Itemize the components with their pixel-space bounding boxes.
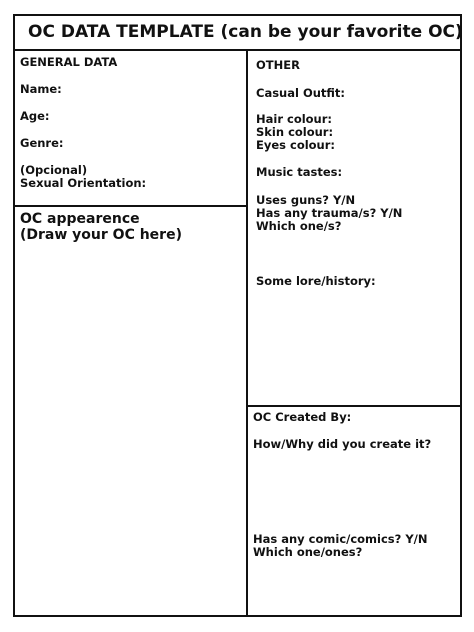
which-comics-label: Which one/ones?	[253, 545, 363, 559]
genre-label: Genre:	[20, 136, 64, 150]
age-label: Age:	[20, 109, 50, 123]
sexual-orientation-label: Sexual Orientation:	[20, 176, 147, 190]
lore-history-label: Some lore/history:	[256, 274, 376, 288]
comics-label: Has any comic/comics? Y/N	[253, 532, 428, 546]
created-by-label: OC Created By:	[253, 410, 352, 424]
appearance-section	[13, 205, 248, 617]
which-trauma-label: Which one/s?	[256, 219, 342, 233]
eyes-colour-label: Eyes colour:	[256, 138, 336, 152]
appearance-subtitle: (Draw your OC here)	[20, 227, 182, 243]
casual-outfit-label: Casual Outfit:	[256, 86, 346, 100]
general-data-header: GENERAL DATA	[20, 55, 118, 69]
trauma-label: Has any trauma/s? Y/N	[256, 206, 403, 220]
music-tastes-label: Music tastes:	[256, 165, 343, 179]
optional-label: (Opcional)	[20, 163, 88, 177]
how-why-label: How/Why did you create it?	[253, 437, 432, 451]
skin-colour-label: Skin colour:	[256, 125, 334, 139]
page-title: OC DATA TEMPLATE (can be your favorite OC)	[28, 22, 463, 42]
hair-colour-label: Hair colour:	[256, 112, 333, 126]
other-header: OTHER	[256, 58, 300, 72]
uses-guns-label: Uses guns? Y/N	[256, 193, 356, 207]
name-label: Name:	[20, 82, 62, 96]
appearance-title: OC appearence	[20, 211, 140, 227]
